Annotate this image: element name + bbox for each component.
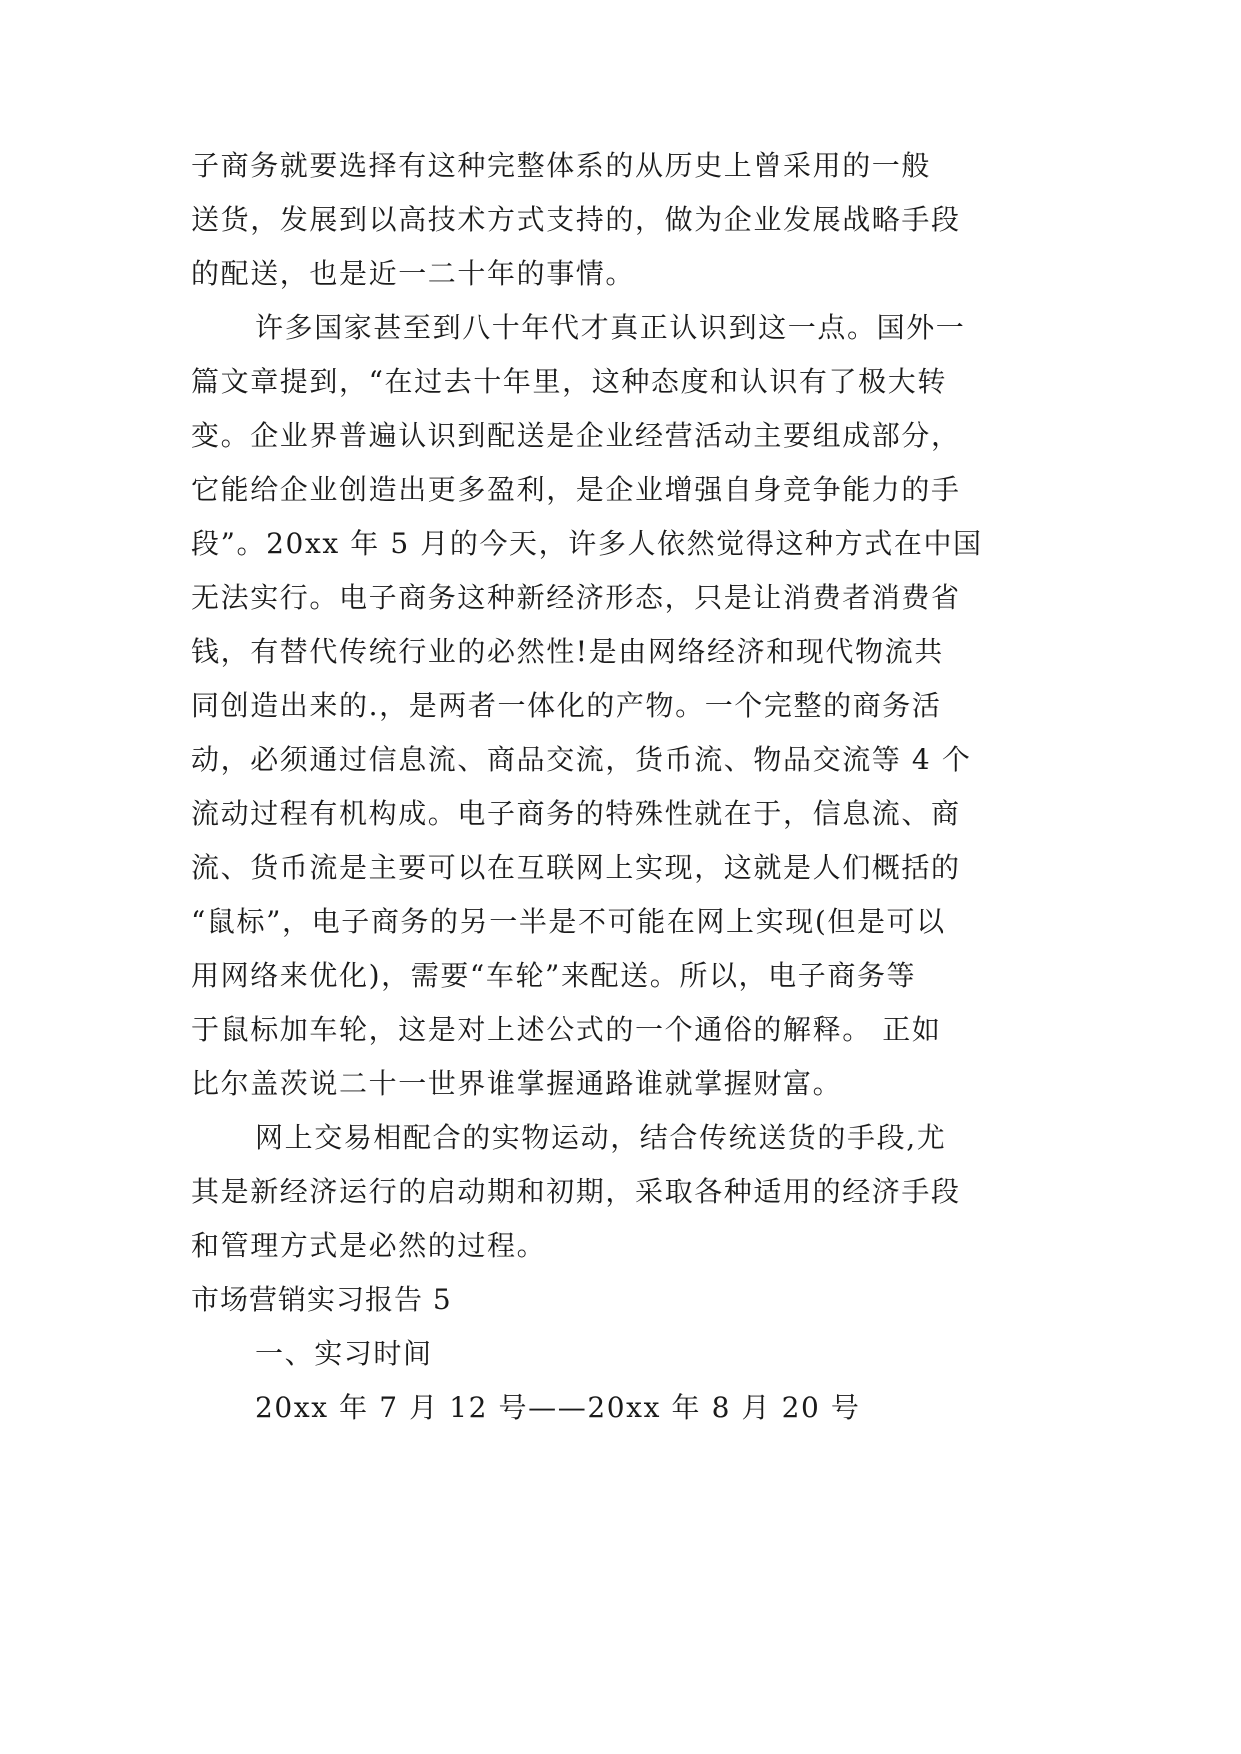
paragraph-line: 网上交易相配合的实物运动，结合传统送货的手段,尤	[255, 1121, 947, 1154]
paragraph-line: 同创造出来的.，是两者一体化的产物。一个完整的商务活	[191, 689, 942, 722]
subsection-heading: 一、实习时间	[255, 1337, 433, 1370]
paragraph-line: 变。企业界普遍认识到配送是企业经营活动主要组成部分，	[191, 419, 961, 452]
paragraph-line: 流、货币流是主要可以在互联网上实现，这就是人们概括的	[191, 851, 961, 884]
paragraph-line: 送货，发展到以高技术方式支持的，做为企业发展战略手段	[191, 203, 961, 236]
internship-dates: 20xx 年 7 月 12 号——20xx 年 8 月 20 号	[255, 1391, 861, 1424]
paragraph-line: 的配送，也是近一二十年的事情。	[191, 257, 636, 290]
paragraph-line: 比尔盖茨说二十一世界谁掌握通路谁就掌握财富。	[191, 1067, 843, 1100]
paragraph-line: 动，必须通过信息流、商品交流，货币流、物品交流等 4 个	[191, 743, 972, 776]
paragraph-line: 钱，有替代传统行业的必然性!是由网络经济和现代物流共	[191, 635, 944, 668]
paragraph-line: 流动过程有机构成。电子商务的特殊性就在于，信息流、商	[191, 797, 961, 830]
paragraph-line: 篇文章提到，“在过去十年里，这种态度和认识有了极大转	[191, 365, 947, 398]
paragraph-line: 其是新经济运行的启动期和初期，采取各种适用的经济手段	[191, 1175, 961, 1208]
paragraph-line: 子商务就要选择有这种完整体系的从历史上曾采用的一般	[191, 149, 932, 182]
paragraph-line: 许多国家甚至到八十年代才真正认识到这一点。国外一	[255, 311, 966, 344]
paragraph-line: 段”。20xx 年 5 月的今天，许多人依然觉得这种方式在中国	[191, 527, 983, 560]
paragraph-line: 用网络来优化)，需要“车轮”来配送。所以，电子商务等	[191, 959, 917, 992]
paragraph-line: “鼠标”，电子商务的另一半是不可能在网上实现(但是可以	[191, 905, 946, 938]
paragraph-line: 于鼠标加车轮，这是对上述公式的一个通俗的解释。 正如	[191, 1013, 942, 1046]
paragraph-line: 它能给企业创造出更多盈利，是企业增强自身竞争能力的手	[191, 473, 961, 506]
paragraph-line: 和管理方式是必然的过程。	[191, 1229, 547, 1262]
paragraph-line: 无法实行。电子商务这种新经济形态，只是让消费者消费省	[191, 581, 961, 614]
section-title: 市场营销实习报告 5	[191, 1283, 452, 1316]
